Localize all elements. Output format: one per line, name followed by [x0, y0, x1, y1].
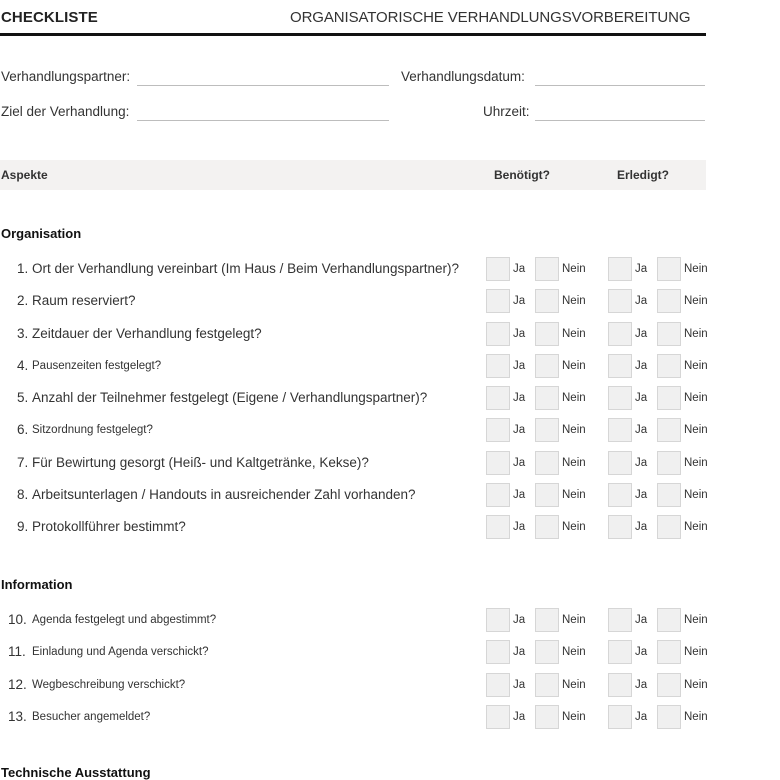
done-ja-checkbox[interactable] [608, 289, 632, 313]
done-ja-label: Ja [635, 521, 648, 533]
done-nein-checkbox[interactable] [657, 673, 681, 697]
needed-nein-checkbox[interactable] [535, 354, 559, 378]
done-ja-checkbox[interactable] [608, 673, 632, 697]
time-label: Uhrzeit: [483, 104, 530, 119]
done-nein-checkbox[interactable] [657, 705, 681, 729]
needed-nein-checkbox[interactable] [535, 673, 559, 697]
section-title: Technische Ausstattung [1, 765, 151, 780]
needed-ja-checkbox[interactable] [486, 483, 510, 507]
done-nein-label: Nein [684, 263, 708, 275]
done-ja-checkbox[interactable] [608, 354, 632, 378]
done-nein-label: Nein [684, 646, 708, 659]
needed-ja-checkbox[interactable] [486, 386, 510, 410]
done-ja-label: Ja [635, 488, 648, 501]
done-nein-checkbox[interactable] [657, 386, 681, 410]
needed-ja-checkbox[interactable] [486, 289, 510, 313]
item-number: 5. [17, 390, 29, 405]
needed-ja-label: Ja [513, 263, 526, 275]
needed-nein-checkbox[interactable] [535, 515, 559, 539]
item-question: Einladung und Agenda verschickt? [32, 646, 209, 659]
done-ja-checkbox[interactable] [608, 515, 632, 539]
checklist-subtitle: ORGANISATORISCHE VERHANDLUNGSVORBEREITUNG [290, 9, 691, 26]
needed-ja-label: Ja [513, 359, 526, 372]
needed-nein-label: Nein [562, 521, 586, 533]
done-nein-label: Nein [684, 392, 708, 404]
checklist-row [0, 319, 780, 351]
needed-ja-label: Ja [513, 521, 526, 533]
needed-ja-label: Ja [513, 424, 526, 437]
item-question: Für Bewirtung gesorgt (Heiß- und Kaltgetränke, Kekse)? [32, 454, 369, 470]
item-number: 6. [17, 422, 29, 438]
needed-nein-checkbox[interactable] [535, 257, 559, 281]
done-ja-checkbox[interactable] [608, 608, 632, 632]
needed-nein-checkbox[interactable] [535, 483, 559, 507]
needed-nein-checkbox[interactable] [535, 418, 559, 442]
needed-ja-label: Ja [513, 456, 526, 469]
needed-ja-checkbox[interactable] [486, 640, 510, 664]
done-nein-label: Nein [684, 359, 708, 372]
item-question: Ort der Verhandlung vereinbart (Im Haus / Beim Verhandlungspartner)? [32, 261, 459, 276]
done-nein-checkbox[interactable] [657, 289, 681, 313]
needed-nein-label: Nein [562, 710, 586, 723]
done-nein-label: Nein [684, 456, 708, 469]
needed-nein-label: Nein [562, 678, 586, 691]
needed-ja-label: Ja [513, 392, 526, 404]
time-field[interactable] [535, 120, 705, 121]
needed-ja-checkbox[interactable] [486, 451, 510, 475]
needed-nein-checkbox[interactable] [535, 451, 559, 475]
needed-ja-checkbox[interactable] [486, 354, 510, 378]
needed-ja-label: Ja [513, 710, 526, 723]
needed-ja-checkbox[interactable] [486, 322, 510, 346]
needed-ja-label: Ja [513, 614, 526, 626]
done-nein-checkbox[interactable] [657, 451, 681, 475]
done-ja-label: Ja [635, 263, 648, 275]
done-ja-label: Ja [635, 456, 648, 469]
needed-nein-label: Nein [562, 295, 586, 308]
done-ja-checkbox[interactable] [608, 386, 632, 410]
needed-nein-checkbox[interactable] [535, 640, 559, 664]
item-number: 12. [8, 676, 27, 692]
checklist-row [0, 286, 780, 318]
done-nein-checkbox[interactable] [657, 608, 681, 632]
item-number: 2. [17, 293, 29, 309]
done-ja-checkbox[interactable] [608, 418, 632, 442]
done-nein-checkbox[interactable] [657, 354, 681, 378]
done-ja-checkbox[interactable] [608, 705, 632, 729]
needed-ja-checkbox[interactable] [486, 515, 510, 539]
item-question: Wegbeschreibung verschickt? [32, 678, 186, 691]
item-question: Protokollführer bestimmt? [32, 519, 186, 534]
section-title: Organisation [1, 226, 82, 241]
partner-field[interactable] [137, 85, 389, 86]
done-nein-checkbox[interactable] [657, 515, 681, 539]
date-field[interactable] [535, 85, 705, 86]
needed-nein-label: Nein [562, 646, 586, 659]
done-ja-label: Ja [635, 327, 648, 340]
needed-ja-checkbox[interactable] [486, 418, 510, 442]
done-ja-checkbox[interactable] [608, 451, 632, 475]
checklist-row [0, 605, 780, 637]
needed-nein-checkbox[interactable] [535, 322, 559, 346]
done-nein-label: Nein [684, 614, 708, 626]
needed-nein-label: Nein [562, 392, 586, 404]
done-ja-checkbox[interactable] [608, 483, 632, 507]
done-ja-label: Ja [635, 614, 648, 626]
done-ja-checkbox[interactable] [608, 640, 632, 664]
done-ja-label: Ja [635, 710, 648, 723]
goal-field[interactable] [137, 120, 389, 121]
item-number: 13. [8, 708, 27, 724]
header-needed: Benötigt? [494, 168, 550, 182]
done-ja-label: Ja [635, 392, 648, 404]
done-nein-label: Nein [684, 295, 708, 308]
done-nein-checkbox[interactable] [657, 418, 681, 442]
done-nein-label: Nein [684, 521, 708, 533]
header-aspects: Aspekte [1, 168, 48, 182]
needed-nein-checkbox[interactable] [535, 289, 559, 313]
done-ja-checkbox[interactable] [608, 322, 632, 346]
section-title: Information [1, 577, 73, 592]
needed-nein-label: Nein [562, 327, 586, 340]
needed-nein-label: Nein [562, 263, 586, 275]
checklist-row [0, 448, 780, 480]
partner-label: Verhandlungspartner: [1, 69, 131, 84]
item-number: 3. [17, 325, 29, 341]
done-nein-checkbox[interactable] [657, 483, 681, 507]
needed-nein-checkbox[interactable] [535, 705, 559, 729]
item-number: 11. [8, 644, 26, 660]
checklist-row [0, 702, 780, 734]
needed-ja-label: Ja [513, 488, 526, 501]
item-number: 8. [17, 486, 29, 502]
item-number: 4. [17, 357, 29, 373]
needed-nein-label: Nein [562, 424, 586, 437]
checklist-row [0, 415, 780, 447]
header-done: Erledigt? [617, 168, 670, 182]
done-nein-checkbox[interactable] [657, 322, 681, 346]
done-nein-checkbox[interactable] [657, 257, 681, 281]
item-question: Raum reserviert? [32, 293, 136, 309]
done-ja-label: Ja [635, 359, 648, 372]
needed-nein-label: Nein [562, 488, 586, 501]
item-question: Sitzordnung festgelegt? [32, 424, 153, 437]
done-ja-checkbox[interactable] [608, 257, 632, 281]
needed-ja-checkbox[interactable] [486, 705, 510, 729]
item-number: 7. [17, 454, 29, 470]
item-question: Arbeitsunterlagen / Handouts in ausreichender Zahl vorhanden? [32, 486, 416, 502]
title-divider [0, 33, 706, 36]
checklist-row [0, 351, 780, 383]
needed-nein-label: Nein [562, 359, 586, 372]
needed-ja-label: Ja [513, 646, 526, 659]
done-ja-label: Ja [635, 678, 648, 691]
checklist-row [0, 383, 780, 415]
needed-ja-label: Ja [513, 678, 526, 691]
table-header [0, 160, 706, 190]
needed-ja-checkbox[interactable] [486, 608, 510, 632]
done-nein-label: Nein [684, 710, 708, 723]
needed-nein-checkbox[interactable] [535, 386, 559, 410]
done-nein-checkbox[interactable] [657, 640, 681, 664]
done-nein-label: Nein [684, 424, 708, 437]
done-ja-label: Ja [635, 295, 648, 308]
needed-nein-checkbox[interactable] [535, 608, 559, 632]
item-number: 9. [17, 519, 29, 534]
checklist-row [0, 480, 780, 512]
goal-label: Ziel der Verhandlung: [1, 104, 130, 119]
item-question: Zeitdauer der Verhandlung festgelegt? [32, 325, 262, 341]
item-question: Agenda festgelegt und abgestimmt? [32, 614, 217, 626]
needed-ja-checkbox[interactable] [486, 673, 510, 697]
needed-ja-checkbox[interactable] [486, 257, 510, 281]
item-question: Anzahl der Teilnehmer festgelegt (Eigene / Verhandlungspartner)? [32, 390, 428, 405]
done-nein-label: Nein [684, 327, 708, 340]
needed-nein-label: Nein [562, 456, 586, 469]
checklist-row [0, 254, 780, 286]
done-nein-label: Nein [684, 488, 708, 501]
checklist-title: CHECKLISTE [1, 9, 98, 26]
checklist-row [0, 637, 780, 669]
item-question: Pausenzeiten festgelegt? [32, 359, 162, 372]
done-ja-label: Ja [635, 424, 648, 437]
checklist-row [0, 670, 780, 702]
done-ja-label: Ja [635, 646, 648, 659]
needed-nein-label: Nein [562, 614, 586, 626]
done-nein-label: Nein [684, 678, 708, 691]
item-question: Besucher angemeldet? [32, 710, 151, 723]
needed-ja-label: Ja [513, 295, 526, 308]
needed-ja-label: Ja [513, 327, 526, 340]
checklist-row [0, 512, 780, 544]
item-number: 1. [17, 261, 29, 276]
date-label: Verhandlungsdatum: [401, 69, 525, 84]
item-number: 10. [8, 612, 27, 627]
